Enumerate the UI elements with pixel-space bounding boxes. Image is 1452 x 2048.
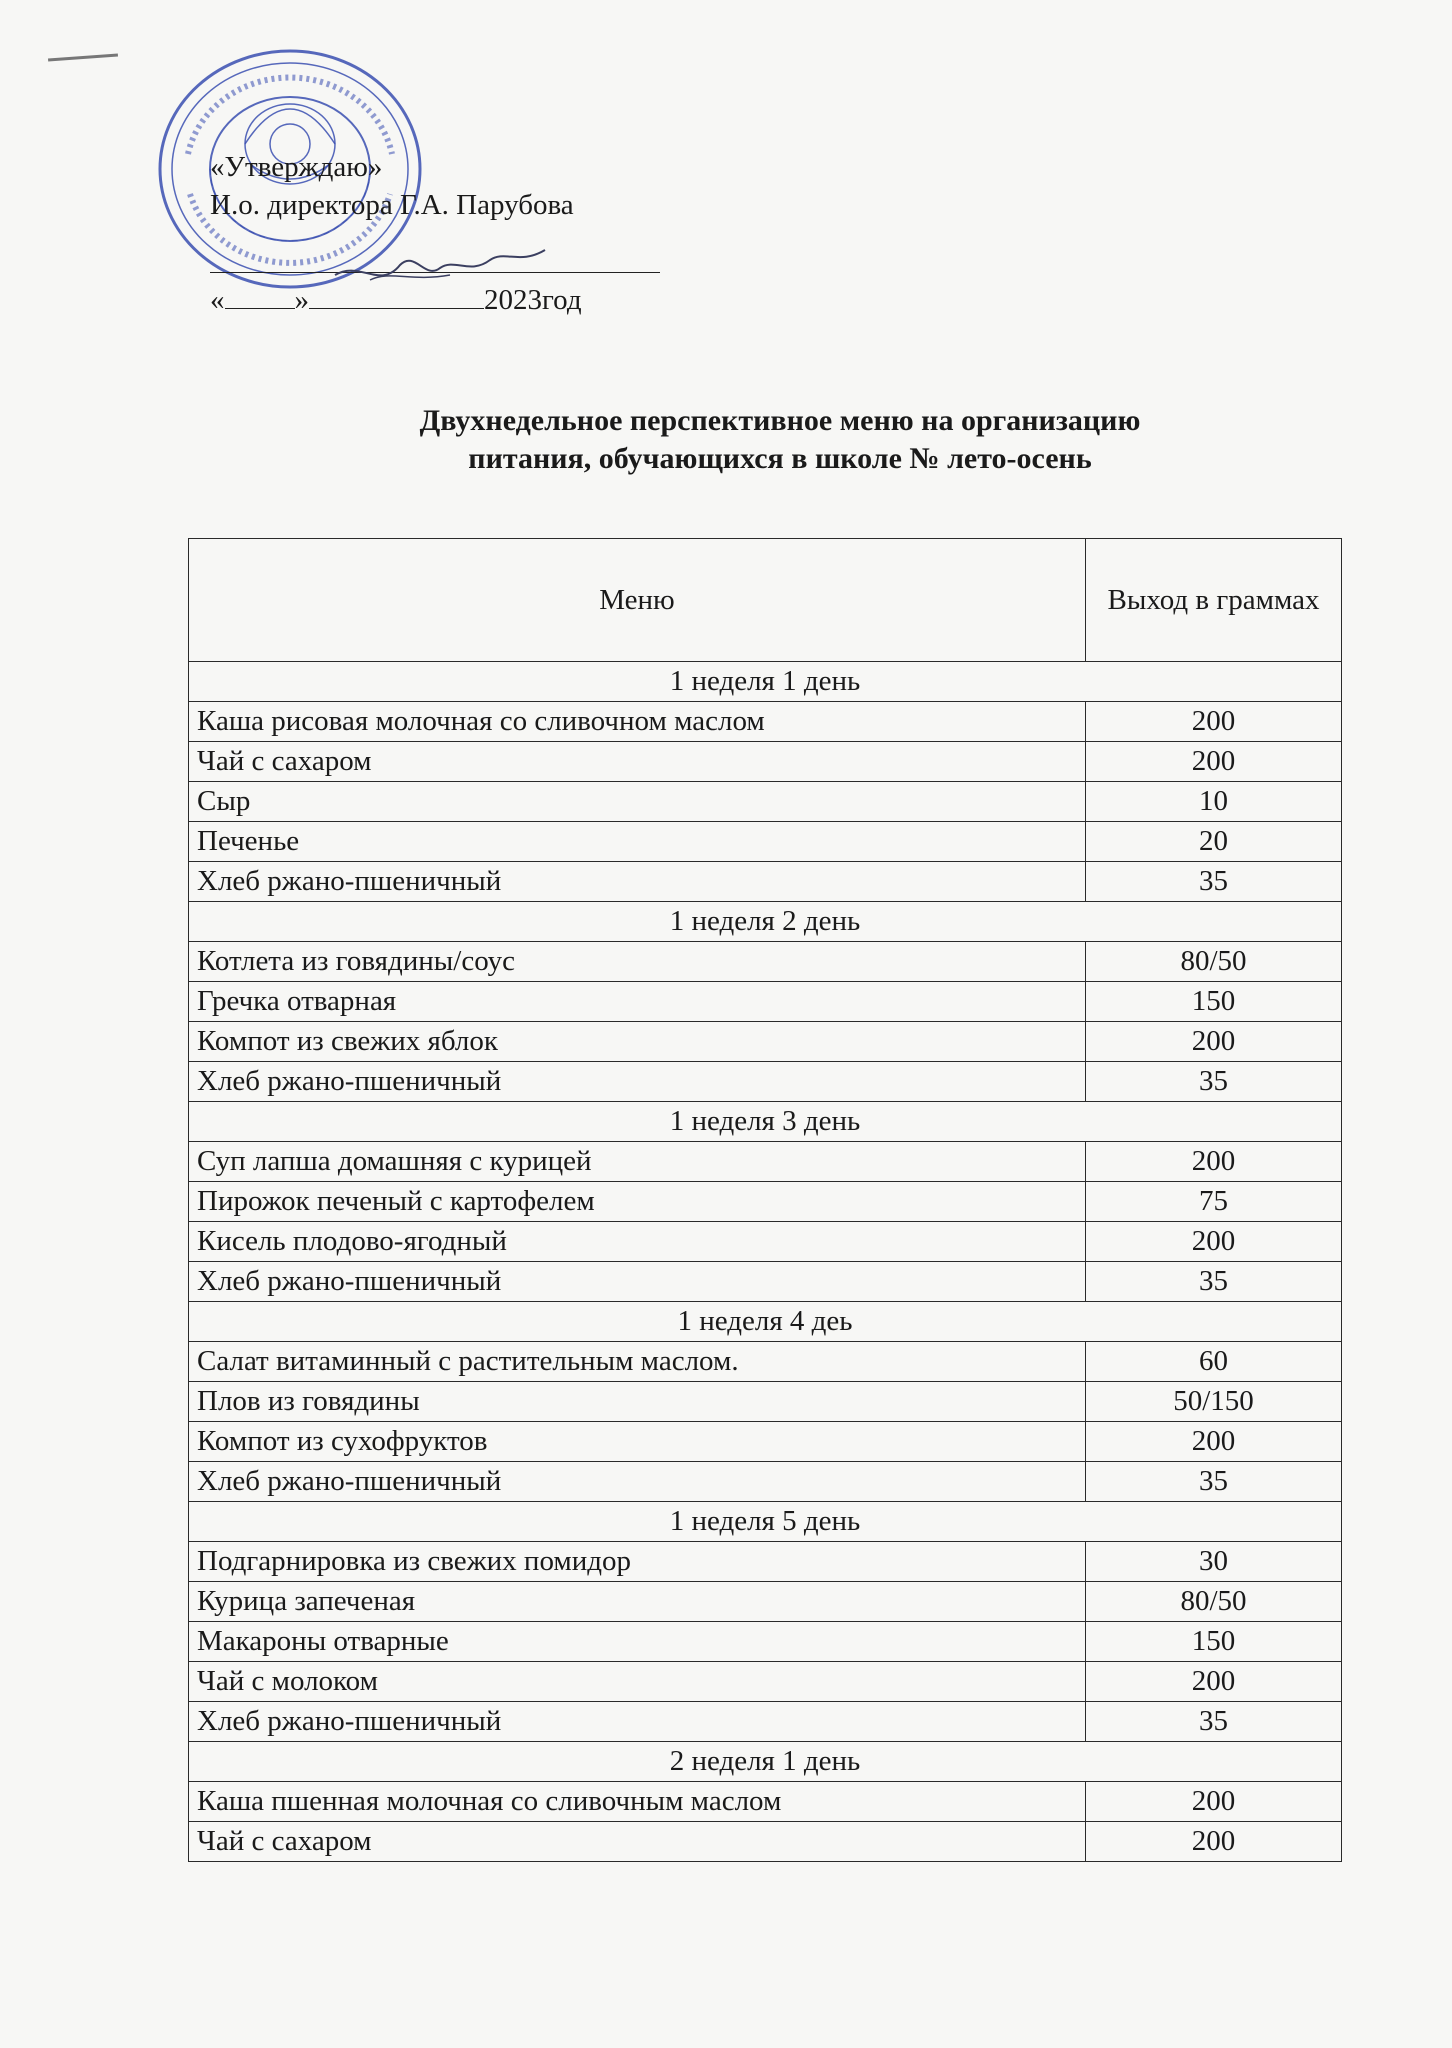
dish-name: Компот из свежих яблок [189, 1022, 1086, 1062]
dish-name: Чай с сахаром [189, 742, 1086, 782]
table-row [189, 1062, 1342, 1102]
table-row [189, 1342, 1342, 1382]
dish-amount: 200 [1086, 1662, 1342, 1702]
dish-name: Хлеб ржано-пшеничный [189, 1062, 1086, 1102]
dish-amount: 30 [1086, 1542, 1342, 1582]
header-menu: Меню [189, 539, 1086, 662]
dish-name: Хлеб ржано-пшеничный [189, 862, 1086, 902]
header-output: Выход в граммах [1086, 539, 1342, 662]
dish-name: Кисель плодово-ягодный [189, 1222, 1086, 1262]
dish-name: Макароны отварные [189, 1622, 1086, 1662]
date-quote-close: » [294, 284, 309, 316]
scan-mark [48, 54, 118, 62]
day-label: 2 неделя 1 день [189, 1742, 1342, 1782]
dish-amount: 60 [1086, 1342, 1342, 1382]
dish-amount: 200 [1086, 1822, 1342, 1862]
dish-name: Каша рисовая молочная со сливочном маслом [189, 702, 1086, 742]
title-line-1: Двухнедельное перспективное меню на организацию [419, 404, 1141, 437]
dish-amount: 20 [1086, 822, 1342, 862]
day-label: 1 неделя 4 деь [189, 1302, 1342, 1342]
dish-name: Суп лапша домашняя с курицей [189, 1142, 1086, 1182]
dish-amount: 200 [1086, 742, 1342, 782]
dish-amount: 75 [1086, 1182, 1342, 1222]
dish-amount: 35 [1086, 1462, 1342, 1502]
header-row [189, 539, 1342, 662]
day-label: 1 неделя 1 день [189, 662, 1342, 702]
date-day-blank [225, 286, 295, 309]
table-row [189, 1422, 1342, 1462]
dish-amount: 200 [1086, 1222, 1342, 1262]
table-row [189, 1142, 1342, 1182]
day-row [189, 1502, 1342, 1542]
table-row [189, 1262, 1342, 1302]
day-row [189, 662, 1342, 702]
dish-amount: 200 [1086, 1422, 1342, 1462]
table-row [189, 1662, 1342, 1702]
menu-table [188, 538, 1342, 1862]
table-row [189, 1822, 1342, 1862]
dish-name: Гречка отварная [189, 982, 1086, 1022]
table-row [189, 782, 1342, 822]
dish-amount: 35 [1086, 1262, 1342, 1302]
dish-amount: 35 [1086, 1062, 1342, 1102]
dish-name: Каша пшенная молочная со сливочным маслом [189, 1782, 1086, 1822]
title-line-2: питания, обучающихся в школе № лето-осень [468, 442, 1092, 475]
dish-amount: 200 [1086, 1022, 1342, 1062]
table-row [189, 1542, 1342, 1582]
dish-name: Чай с сахаром [189, 1822, 1086, 1862]
dish-name: Салат витаминный с растительным маслом. [189, 1342, 1086, 1382]
table-row [189, 1782, 1342, 1822]
approval-block [210, 148, 574, 224]
table-row [189, 1382, 1342, 1422]
table-row [189, 1182, 1342, 1222]
approval-heading: «Утверждаю» [210, 151, 383, 183]
table-row [189, 1222, 1342, 1262]
table-row [189, 942, 1342, 982]
dish-amount: 200 [1086, 1142, 1342, 1182]
day-label: 1 неделя 5 день [189, 1502, 1342, 1542]
day-label: 1 неделя 3 день [189, 1102, 1342, 1142]
approval-date [210, 284, 582, 317]
day-row [189, 1102, 1342, 1142]
dish-amount: 150 [1086, 982, 1342, 1022]
menu-body [189, 662, 1342, 1862]
table-row [189, 1702, 1342, 1742]
table-row [189, 982, 1342, 1022]
table-row [189, 862, 1342, 902]
approval-signer: И.о. директора Г.А. Парубова [210, 189, 574, 221]
dish-name: Сыр [189, 782, 1086, 822]
day-row [189, 902, 1342, 942]
dish-amount: 35 [1086, 862, 1342, 902]
dish-amount: 80/50 [1086, 942, 1342, 982]
table-row [189, 1582, 1342, 1622]
day-row [189, 1742, 1342, 1782]
table-row [189, 1622, 1342, 1662]
dish-name: Подгарнировка из свежих помидор [189, 1542, 1086, 1582]
dish-name: Хлеб ржано-пшеничный [189, 1702, 1086, 1742]
document-title [300, 402, 1260, 478]
dish-name: Хлеб ржано-пшеничный [189, 1262, 1086, 1302]
dish-name: Хлеб ржано-пшеничный [189, 1462, 1086, 1502]
table-row [189, 702, 1342, 742]
dish-name: Пирожок печеный с картофелем [189, 1182, 1086, 1222]
dish-name: Плов из говядины [189, 1382, 1086, 1422]
date-quote-open: « [210, 284, 225, 316]
table-row [189, 1462, 1342, 1502]
dish-amount: 80/50 [1086, 1582, 1342, 1622]
dish-name: Курица запеченая [189, 1582, 1086, 1622]
dish-amount: 200 [1086, 702, 1342, 742]
date-year: 2023год [484, 284, 582, 316]
dish-amount: 150 [1086, 1622, 1342, 1662]
dish-amount: 10 [1086, 782, 1342, 822]
dish-amount: 200 [1086, 1782, 1342, 1822]
dish-amount: 35 [1086, 1702, 1342, 1742]
table-row [189, 1022, 1342, 1062]
day-row [189, 1302, 1342, 1342]
table-row [189, 822, 1342, 862]
day-label: 1 неделя 2 день [189, 902, 1342, 942]
dish-name: Компот из сухофруктов [189, 1422, 1086, 1462]
date-month-blank [309, 286, 484, 309]
dish-name: Печенье [189, 822, 1086, 862]
dish-name: Чай с молоком [189, 1662, 1086, 1702]
dish-amount: 50/150 [1086, 1382, 1342, 1422]
dish-name: Котлета из говядины/соус [189, 942, 1086, 982]
table-row [189, 742, 1342, 782]
